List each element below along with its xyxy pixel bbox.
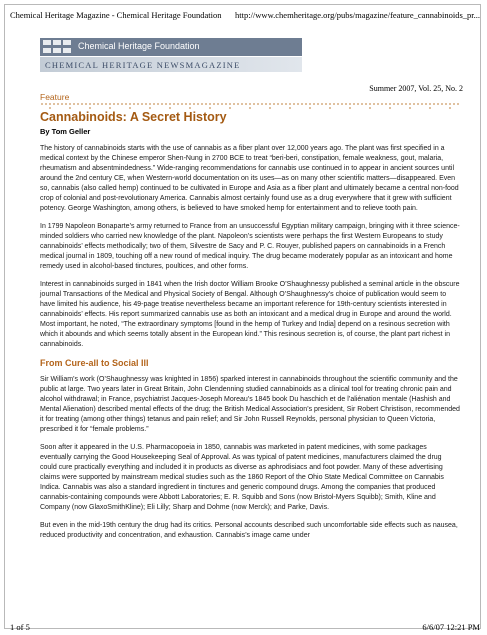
- logo-subbanner: [40, 57, 302, 72]
- dotted-divider: [40, 103, 460, 105]
- byline: By Tom Geller: [40, 127, 91, 136]
- paragraph: Soon after it appeared in the U.S. Pharmacopoeia in 1850, cannabis was marketed in patent medicines, with some packages eventually carrying the Good Housekeeping Seal of Approval. As was typical of patent medicines, manufacturers claimed the drug could cure practically everything and included it in products as diverse as aphrodisiacs and foot powder. Many of these advertising claims were supported by mainstream medical studies such as the 1860 Report of the Ohio State Medical Committee on Cannabis Indica. Cannabis was also a standard ingredient in tinctures and generic compound drugs. Among the companies that produced cannabis-containing compounds were Abbott Laboratories; E. R. Squibb and Sons (now Bristol-Myers Squibb); Smith, Kline and Company (now GlaxoSmithKline); Eli Lilly; Sharp and Dohme (now Merck); and Parke, Davis.: [40, 444, 444, 511]
- article-title: Cannabinoids: A Secret History: [40, 110, 227, 124]
- logo-title: Chemical Heritage Foundation: [78, 41, 200, 51]
- subheading: From Cure-all to Social Ill: [40, 358, 149, 368]
- print-header-url: http://www.chemheritage.org/pubs/magazine/feature_cannabinoids_pr...: [234, 10, 480, 20]
- issue-info: Summer 2007, Vol. 25, No. 2: [369, 84, 463, 93]
- print-header: [10, 10, 480, 22]
- paragraph: Interest in cannabinoids surged in 1841 when the Irish doctor William Brooke O’Shaughnessy published a seminal article in the obscure journal Transactions of the Medical and Physical Society of Bengal. Although O’Shaughnessy’s choice of publication would seem to have limited his audience, his 49-page treatise nevertheless became an important reference for 19th-century scientists interested in cannabinoids’ effects. His report summarized cannabis use as both an intoxicant and a medical drug in Europe and around the world. Most important, he noted, “The extraordinary symptoms [found in the hemp of Turkey and India] depend on a resinous secretion with which it abounds and which seems totally absent in the European kind.” This resinous secretion is, of course, the plant part richest in cannabinoids.: [40, 281, 460, 348]
- print-timestamp: 6/6/07 12:21 PM: [422, 622, 480, 632]
- paragraph: In 1799 Napoleon Bonaparte’s army returned to France from an unsuccessful Egyptian military campaign, bringing with it three science-minded soldiers who carried new knowledge of the plant. Napoleon’s scientists were perhaps the first Western Europeans to study cannabinoids’ effects methodically; two of them, Silvestre de Sacy and P. C. Rouyer, published papers on cannabinoids in a French medical journal in 1809, touching off a new round of medical inquiry. The drug became moderately popular as an intoxicant and home remedy used in alcohol-based tinctures, poultices, and other forms.: [40, 223, 460, 270]
- section-label: Feature: [40, 92, 70, 102]
- page-count: 1 of 5: [10, 622, 30, 632]
- masthead-logo: [40, 38, 302, 72]
- article-body: [40, 144, 460, 549]
- logo-banner: [40, 38, 302, 56]
- foundation-logo-icon: [43, 40, 73, 54]
- dotted-divider-secondary: [40, 107, 460, 109]
- print-header-title: Chemical Heritage Magazine - Chemical Heritage Foundation: [10, 10, 222, 20]
- logo-subtitle: CHEMICAL HERITAGE NEWSMAGAZINE: [45, 60, 241, 70]
- paragraph: The history of cannabinoids starts with the use of cannabis as a fiber plant over 12,000 years ago. The plant was first specified in a medical context by the Chinese emperor Shen-Nung in 2700 BCE to treat “beri-beri, constipation, female weakness, gout, malaria, rheumatism and absentmindedness.” Wide-ranging recommendations for cannabis use continued in to appear in ancient sources until around the 2nd century CE, when Western-world documentation on its uses—as on many other scientific matters—disappeared. Even so, cannabis (also called hemp) continued to be cultivated in Europe and Asia as a fiber plant and ultimately became a central non-food crop of colonial and post-revolutionary America. Cannabis almost certainly found use as a drug everywhere that it grew with sufficient potency. George Washington, among others, is believed to have smoked hemp for entertainment and to relieve tooth pain.: [40, 145, 459, 212]
- paragraph: But even in the mid-19th century the drug had its critics. Personal accounts described such uncomfortable side effects such as nausea, reduced productivity and concentration, and exhaustion. Cannabis’s image came under: [40, 522, 458, 539]
- paragraph: Sir William’s work (O’Shaughnessy was knighted in 1856) sparked interest in cannabinoids throughout the scientific community and the public at large. Two years later in Great Britain, John Clendenning studied cannabinoids as a clinical tool for treating chronic pain and alcohol withdrawal; in France, psychiatrist Jacques-Joseph Moreau’s 1845 book Du haschich et de l’aliénation mentale (Hashish and Mental Alienation) described mental effects of the drug; the British Medical Association’s president, Sir Robert Christison, recommended it for treating (among other things) tetanus and pain relief; and Sir John Russell Reynolds, personal physician to Queen Victoria, prescribed it for “female problems.”: [40, 376, 460, 433]
- print-footer: [10, 622, 480, 634]
